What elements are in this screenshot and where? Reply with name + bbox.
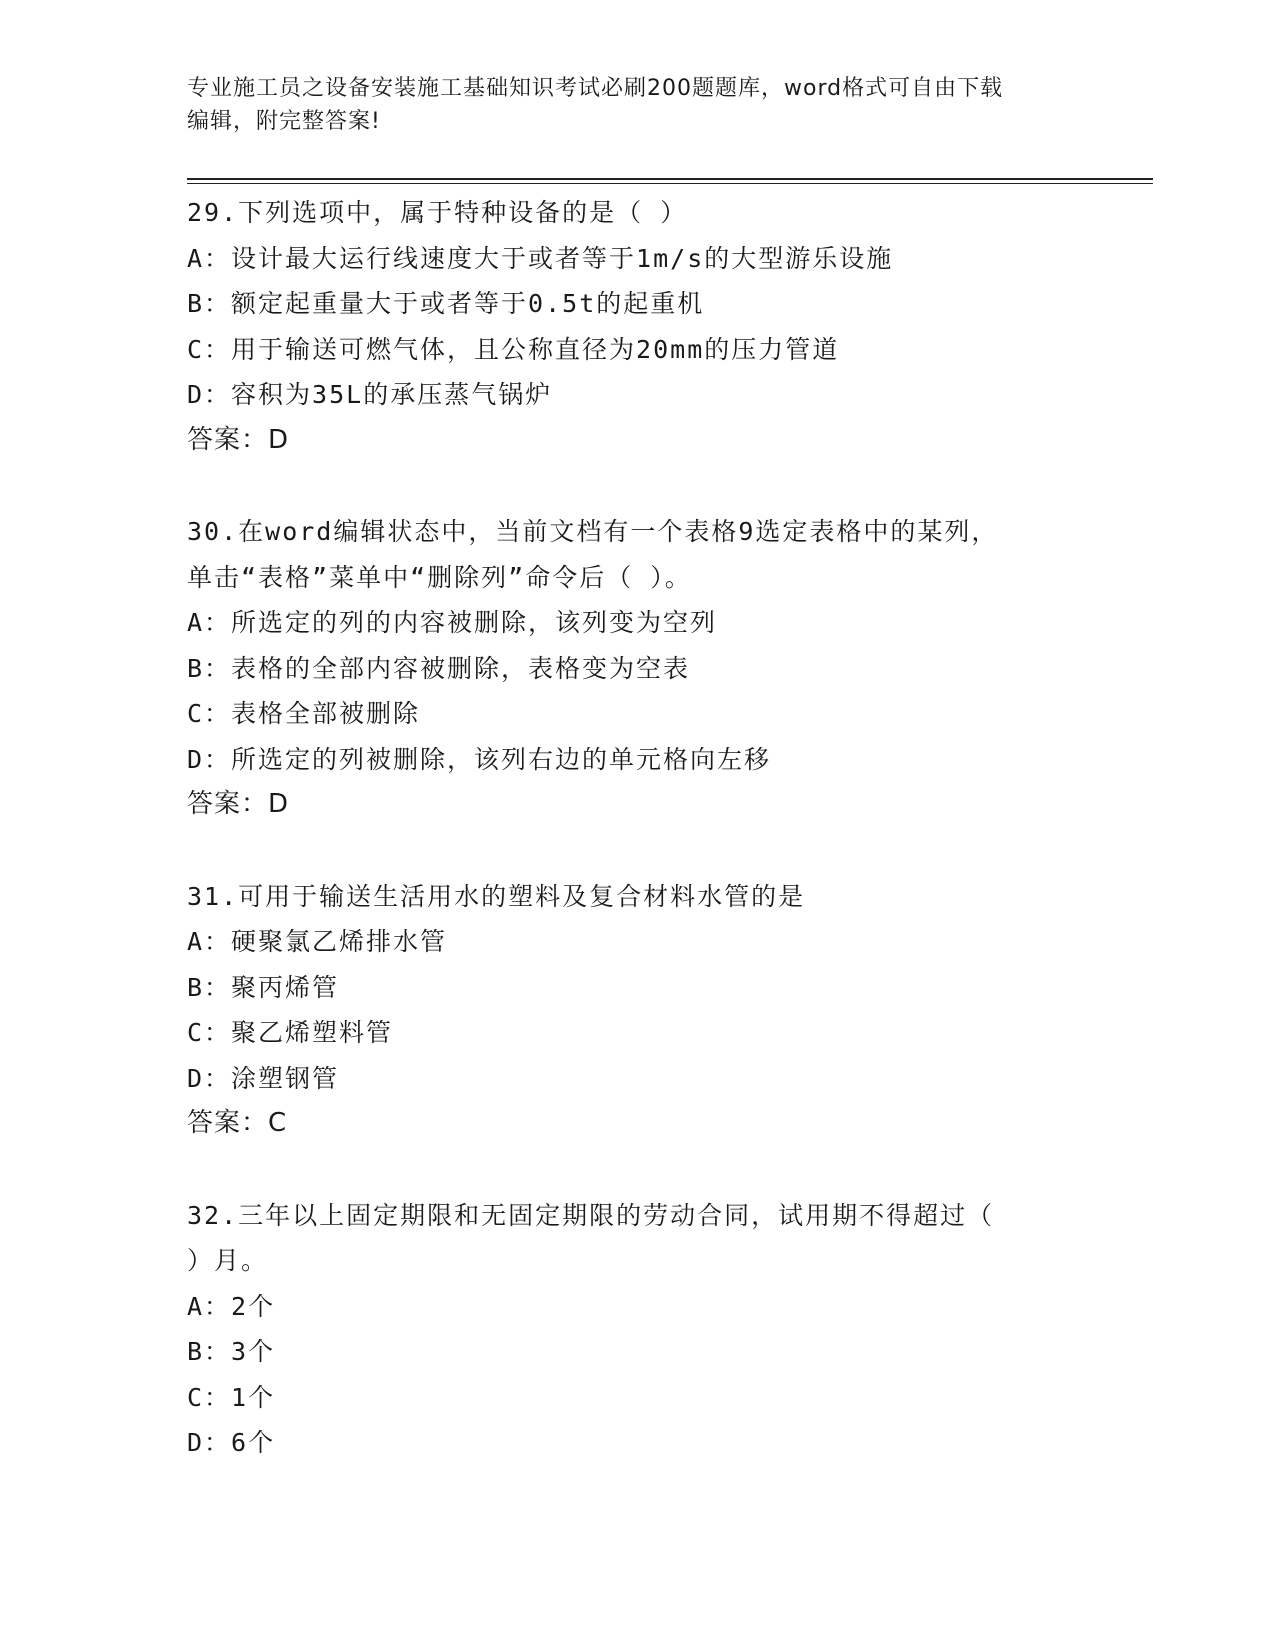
question-stem: 32.三年以上固定期限和无固定期限的劳动合同，试用期不得超过（	[187, 1200, 995, 1230]
header-line: 编辑，附完整答案!	[187, 109, 381, 134]
answer-line: 答案：D	[187, 789, 290, 819]
option-d: D：所选定的列被删除，该列右边的单元格向左移	[187, 744, 772, 774]
question-30	[187, 509, 1087, 828]
header-divider	[187, 178, 1153, 184]
option-d: D：涂塑钢管	[187, 1063, 340, 1093]
question-stem-continued: ）月。	[187, 1246, 269, 1275]
answer-line: 答案：D	[187, 424, 290, 455]
option-b: B：聚丙烯管	[187, 972, 340, 1002]
option-d: D：6个	[187, 1428, 276, 1457]
option-a: A：所选定的列的内容被删除，该列变为空列	[187, 608, 718, 637]
option-a: A：硬聚氯乙烯排水管	[187, 927, 448, 956]
option-b: B：额定起重量大于或者等于0.5t的起重机	[187, 289, 705, 318]
question-29	[187, 190, 1087, 463]
question-stem: 31.可用于输送生活用水的塑料及复合材料水管的是	[187, 881, 806, 911]
question-31	[187, 874, 1087, 1147]
option-a: A：设计最大运行线速度大于或者等于1m/s的大型游乐设施	[187, 243, 894, 273]
option-c: C：1个	[187, 1382, 276, 1412]
option-c: C：表格全部被删除	[187, 699, 421, 728]
answer-line: 答案：C	[187, 1108, 288, 1138]
option-c: C：聚乙烯塑料管	[187, 1018, 394, 1047]
question-stem: 30.在word编辑状态中，当前文档有一个表格9选定表格中的某列，	[187, 517, 999, 546]
question-32	[187, 1193, 1087, 1466]
question-list	[187, 190, 1087, 1512]
document-header	[187, 72, 1087, 138]
question-stem: 29.下列选项中，属于特种设备的是（ ）	[187, 198, 688, 227]
option-b: B：3个	[187, 1337, 276, 1366]
option-d: D：容积为35L的承压蒸气锅炉	[187, 380, 553, 409]
question-stem-continued: 单击“表格”菜单中“删除列”命令后（ ）。	[187, 562, 692, 592]
option-b: B：表格的全部内容被删除，表格变为空表	[187, 653, 691, 683]
option-a: A：2个	[187, 1291, 276, 1321]
header-line: 专业施工员之设备安装施工基础知识考试必刷200题题库，word格式可自由下载	[187, 76, 1004, 101]
option-c: C：用于输送可燃气体，且公称直径为20mm的压力管道	[187, 334, 840, 364]
